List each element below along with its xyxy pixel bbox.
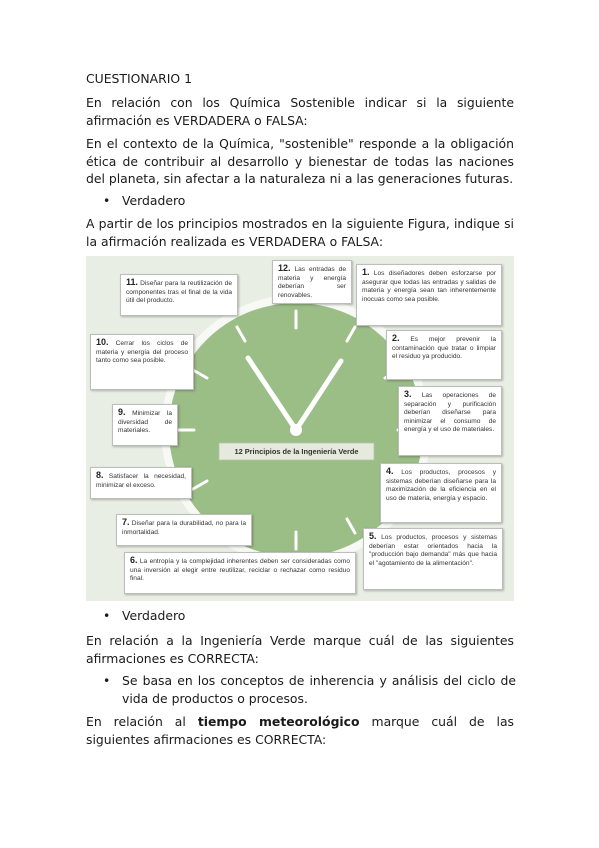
principle-card-5: 5. Los productos, procesos y sistemas deberían estar orientados hacia la "producción bajo demanda" más que hacia el "agotamiento de la alimentación". — [363, 528, 503, 590]
bullet-icon: • — [103, 673, 111, 688]
clock-center-pin — [290, 424, 302, 436]
principle-card-10: 10. Cerrar los ciclos de materia y energía del proceso tanto como sea posible. — [90, 334, 194, 390]
green-engineering-figure — [86, 256, 514, 601]
principle-card-4: 4. Los productos, procesos y sistemas deberían diseñarse para la maximización de la eficiencia en el uso de materia, energía y espacio. — [380, 463, 502, 523]
principle-card-12: 12. Las entradas de materia y energía deberían ser renovables. — [272, 260, 352, 304]
principle-card-2: 2. Es mejor prevenir la contaminación que tratar o limpiar el residuo ya producido. — [386, 330, 502, 380]
question-4-prompt: En relación al tiempo meteorológico marque cuál de las siguientes afirmaciones es CORRECTA: — [86, 714, 514, 747]
center-label: 12 Principios de la Ingeniería Verde — [234, 447, 359, 456]
principle-card-1: 1. Los diseñadores deben esforzarse por asegurar que todas las entradas y salidas de materia y energía sean tan inherentemente inocuas como sea posible. — [356, 264, 502, 326]
quiz-title: CUESTIONARIO 1 — [86, 71, 192, 86]
question-3-prompt: En relación a la Ingeniería Verde marque cuál de las siguientes afirmaciones es CORRECTA: — [86, 633, 514, 666]
question-1-prompt: En relación con los Química Sostenible indicar si la siguiente afirmación es VERDADERA o FALSA: — [86, 95, 514, 128]
answer-text: Verdadero — [122, 608, 186, 623]
bullet-icon: • — [103, 193, 111, 208]
question-2-prompt: A partir de los principios mostrados en la siguiente Figura, indique si la afirmación realizada es VERDADERA o FALSA: — [86, 216, 514, 249]
answer-text: Se basa en los conceptos de inherencia y análisis del ciclo de vida de productos o procesos. — [122, 673, 516, 706]
bullet-icon: • — [103, 608, 111, 623]
principle-card-11: 11. Diseñar para la reutilización de componentes tras el final de la vida útil del producto. — [120, 274, 238, 316]
principle-card-7: 7. Diseñar para la durabilidad, no para la inmortalidad. — [116, 514, 252, 546]
principle-card-9: 9. Minimizar la diversidad de materiales. — [112, 404, 178, 446]
principle-card-8: 8. Satisfacer la necesidad, minimizar el exceso. — [90, 467, 192, 499]
principle-card-6: 6. La entropía y la complejidad inherentes deben ser consideradas como una inversión al elegir entre reutilizar, reciclar o rechazar como residuo final. — [124, 552, 356, 594]
question-1-statement: En el contexto de la Química, "sostenible" responde a la obligación ética de contribuir al desarrollo y bienestar de todas las naciones del planeta, sin afectar a la naturaleza ni a las generaciones futuras. — [86, 136, 514, 186]
principle-card-3: 3. Las operaciones de separación y purificación deberían diseñarse para minimizar el consumo de energía y el uso de materiales. — [398, 386, 502, 456]
answer-text: Verdadero — [122, 193, 186, 208]
bold-term: tiempo meteorológico — [197, 714, 360, 729]
